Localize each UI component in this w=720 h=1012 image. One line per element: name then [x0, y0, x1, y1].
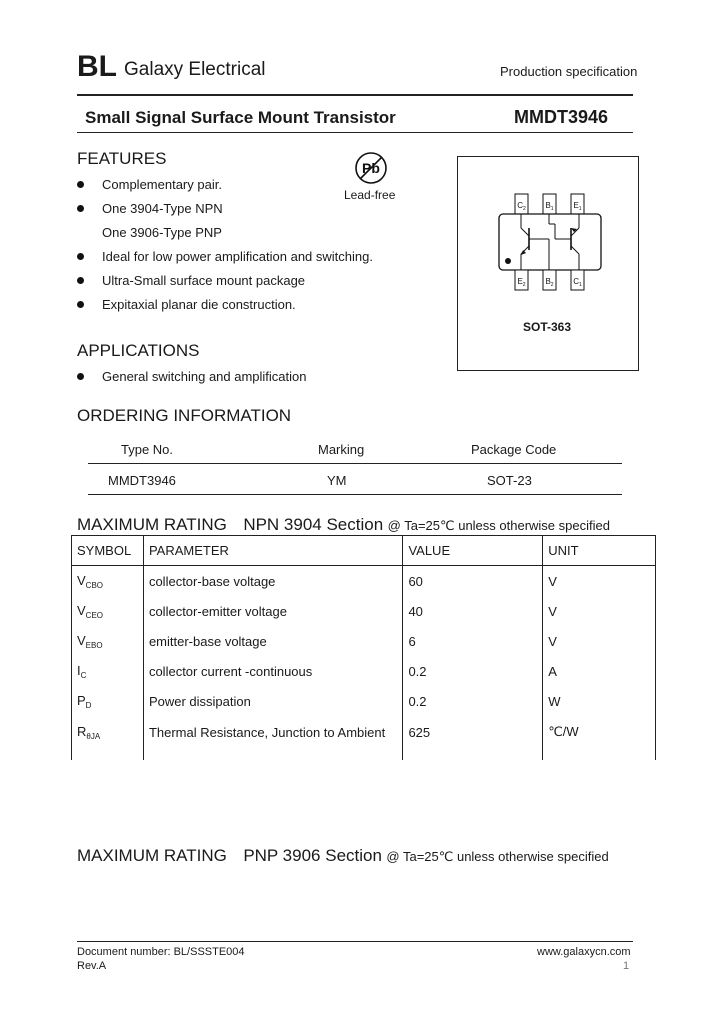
lead-free-symbol: Pb — [362, 160, 380, 176]
unit-cell: ℃/W — [543, 716, 656, 748]
table-header-row — [72, 536, 656, 566]
bullet-icon — [77, 253, 84, 260]
value-cell: 6 — [403, 626, 543, 656]
revision: Rev.A — [77, 960, 107, 972]
table-row — [72, 656, 656, 686]
ordering-divider — [88, 494, 622, 495]
npn-rating-table — [71, 535, 656, 760]
column-header: PARAMETER — [143, 536, 403, 566]
ordering-type-no: MMDT3946 — [108, 473, 176, 488]
symbol-cell: $P_D$ — [72, 686, 144, 716]
applications-heading: APPLICATIONS — [77, 341, 200, 360]
pnp-rating-heading: MAXIMUM RATING PNP 3906 Section @ Ta=25℃ unless otherwise specified — [77, 846, 609, 865]
symbol-cell: $V_{CBO}$ — [72, 566, 144, 597]
document-title: Small Signal Surface Mount Transistor — [85, 108, 396, 127]
value-cell: 0.2 — [403, 686, 543, 716]
ordering-column-header: Type No. — [121, 442, 174, 457]
footer-divider — [77, 941, 633, 942]
ordering-column-header: Package Code — [471, 442, 557, 457]
bullet-icon — [77, 373, 84, 380]
value-cell: 60 — [403, 566, 543, 597]
bullet-icon — [77, 301, 84, 308]
pin-letter: E — [573, 201, 579, 210]
package-name: SOT-363 — [522, 320, 572, 334]
part-number: MMDT3946 — [514, 107, 609, 127]
document-number: Document number: BL/SSSTE004 — [77, 946, 245, 958]
table-row — [72, 716, 656, 748]
title-divider — [77, 132, 633, 133]
sot363-package-diagram — [495, 192, 605, 298]
ordering-divider — [88, 463, 622, 464]
parameter-cell: Thermal Resistance, Junction to Ambient — [143, 716, 403, 748]
pin-letter: E — [517, 277, 523, 286]
pin-index: 2 — [523, 206, 526, 212]
column-header: UNIT — [543, 536, 656, 566]
pin-letter: C — [517, 201, 523, 210]
ordering-column-header: Marking — [318, 442, 365, 457]
ordering-package-code: SOT-23 — [487, 473, 532, 488]
bullet-icon — [77, 181, 84, 188]
pin-letter: B — [545, 201, 551, 210]
pin-index: 1 — [550, 206, 554, 212]
parameter-cell: emitter-base voltage — [143, 626, 403, 656]
unit-cell: W — [543, 686, 656, 716]
value-cell: 0.2 — [403, 656, 543, 686]
pin-index: 2 — [522, 282, 526, 288]
parameter-cell: Power dissipation — [143, 686, 403, 716]
parameter-cell: collector-base voltage — [143, 566, 403, 597]
brand-name: Galaxy Electrical — [124, 59, 266, 80]
bullet-icon — [77, 205, 84, 212]
ordering-marking: YM — [327, 473, 347, 488]
brand-mark: BL — [77, 50, 117, 83]
column-header: VALUE — [403, 536, 543, 566]
page-number: 1 — [623, 960, 630, 972]
ordering-heading: ORDERING INFORMATION — [77, 406, 292, 425]
symbol-cell: $R_{\theta JA}$ — [72, 716, 144, 748]
website-link[interactable]: www.galaxycn.com — [537, 946, 631, 958]
table-row — [72, 686, 656, 716]
pin-letter: C — [573, 277, 579, 286]
table-spacer — [72, 748, 656, 760]
unit-cell: V — [543, 566, 656, 597]
table-row — [72, 596, 656, 626]
symbol-cell: $V_{EBO}$ — [72, 626, 144, 656]
pin-index: 1 — [578, 206, 582, 212]
unit-cell: V — [543, 596, 656, 626]
features-heading: FEATURES — [77, 149, 167, 168]
spec-type: Production specification — [500, 64, 638, 79]
parameter-cell: collector-emitter voltage — [143, 596, 403, 626]
lead-free-icon — [353, 150, 389, 186]
lead-free-label: Lead-free — [344, 188, 396, 202]
unit-cell: A — [543, 656, 656, 686]
value-cell: 625 — [403, 716, 543, 748]
column-header: SYMBOL — [72, 536, 144, 566]
table-row — [72, 626, 656, 656]
header-divider — [77, 94, 633, 96]
parameter-cell: collector current -continuous — [143, 656, 403, 686]
feature-item: One 3906-Type PNP — [102, 225, 222, 240]
bullet-icon — [77, 277, 84, 284]
value-cell: 40 — [403, 596, 543, 626]
unit-cell: V — [543, 626, 656, 656]
npn-rating-heading: MAXIMUM RATING NPN 3904 Section @ Ta=25℃ unless otherwise specified — [77, 515, 610, 534]
symbol-cell: $I_C$ — [72, 656, 144, 686]
pin-letter: B — [545, 277, 551, 286]
table-row — [72, 566, 656, 597]
pin-index: 1 — [579, 282, 582, 288]
pin-index: 2 — [550, 282, 554, 288]
symbol-cell: $V_{CEO}$ — [72, 596, 144, 626]
